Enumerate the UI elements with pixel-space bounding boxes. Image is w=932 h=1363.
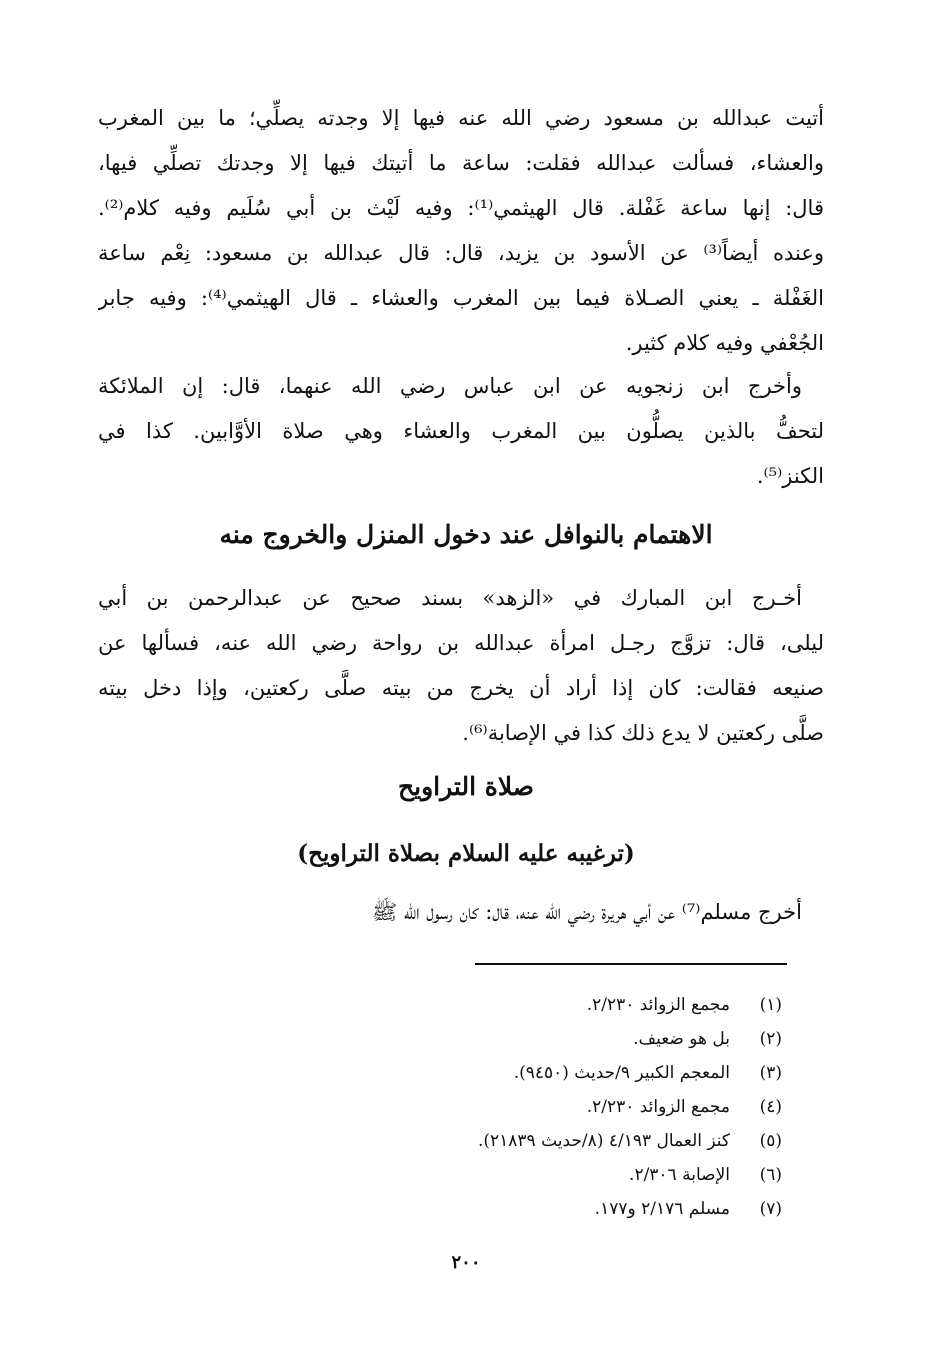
text-line: ليلى، قال: تزوَّج رجـل امرأة عبدالله بن رواحة رضي الله عنه، فسألها عن [98, 631, 824, 655]
text-line: صنيعه فقالت: كان إذا أراد أن يخرج من بيته صلَّى ركعتين، وإذا دخل بيته [98, 676, 824, 700]
footnote-number: (٧) [759, 1199, 782, 1219]
footnote [150, 1158, 782, 1192]
text-line: أتيت عبدالله بن مسعود رضي الله عنه فيها إلا وجدته يصلِّي؛ ما بين المغرب [98, 106, 824, 130]
footnote-text: الإصابة ٢/٣٠٦. [629, 1165, 730, 1185]
footnote-number: (١) [759, 995, 782, 1015]
footnote [150, 988, 782, 1022]
text-line: والعشاء، فسألت عبدالله فقلت: ساعة ما أتيتك فيها إلا وجدتك تصلِّي فيها، [98, 151, 824, 175]
footnote-number: (٤) [759, 1097, 782, 1117]
footnote-divider [475, 963, 787, 965]
footnote-text: مسلم ٢/١٧٦ و١٧٧. [594, 1199, 730, 1219]
section-heading: الاهتمام بالنوافل عند دخول المنزل والخروج منه [219, 520, 713, 549]
text-line: قال: إنها ساعة غَفْلة. قال الهيثمي⁽¹⁾: وفيه لَيْث بن أبي سُلَيم وفيه كلام⁽²⁾. [98, 196, 824, 220]
paragraph-4 [98, 890, 824, 935]
footnote-number: (٢) [759, 1029, 782, 1049]
text-line: أخرج مسلم⁽⁷⁾ عن أبي هريرة رضي الله عنه، قال: كان رسول الله ﷺ [371, 900, 802, 924]
text-line: وعنده أيضاً⁽³⁾ عن الأسود بن يزيد، قال: قال عبدالله بن مسعود: نِعْم ساعة [98, 241, 824, 265]
footnote [150, 1192, 782, 1226]
text-line: لتحفُّ بالذين يصلُّون بين المغرب والعشاء وهي صلاة الأوَّابين. كذا في [98, 419, 824, 443]
footnote-number: (٥) [759, 1131, 782, 1151]
text-line: الكنز⁽⁵⁾. [756, 464, 824, 488]
footnote-number: (٦) [759, 1165, 782, 1185]
footnote [150, 1056, 782, 1090]
section-heading: صلاة التراويح [398, 772, 534, 801]
footnote-text: المعجم الكبير ٩/حديث (٩٤٥٠). [513, 1063, 730, 1083]
page-number: ٢٠٠ [451, 1252, 481, 1273]
text-line: صلَّى ركعتين لا يدع ذلك كذا في الإصابة⁽⁶⁾. [462, 721, 824, 745]
paragraph-2 [98, 364, 824, 499]
footnote [150, 1022, 782, 1056]
footnote-text: كنز العمال ٤/١٩٣ (٨/حديث ٢١٨٣٩). [477, 1131, 730, 1151]
footnote-text: مجمع الزوائد ٢/٢٣٠. [586, 995, 730, 1015]
footnote-text: مجمع الزوائد ٢/٢٣٠. [586, 1097, 730, 1117]
text-line: الجُعْفي وفيه كلام كثير. [625, 331, 824, 355]
text-line: الغَفْلة ـ يعني الصـلاة فيما بين المغرب والعشاء ـ قال الهيثمي⁽⁴⁾: وفيه جابر [98, 286, 824, 310]
subsection-heading: (ترغيبه عليه السلام بصلاة التراويح) [297, 840, 635, 867]
footnote [150, 1124, 782, 1158]
footnote-text: بل هو ضعيف. [633, 1029, 730, 1049]
footnote [150, 1090, 782, 1124]
paragraph-3 [98, 576, 824, 756]
footnote-number: (٣) [759, 1063, 782, 1083]
footnotes [150, 988, 782, 1226]
text-line: أخـرج ابن المبارك في «الزهد» بسند صحيح عن عبدالرحمن بن أبي [98, 586, 802, 610]
text-line: وأخرج ابن زنجويه عن ابن عباس رضي الله عنهما، قال: إن الملائكة [98, 374, 802, 398]
paragraph-1 [98, 96, 824, 366]
